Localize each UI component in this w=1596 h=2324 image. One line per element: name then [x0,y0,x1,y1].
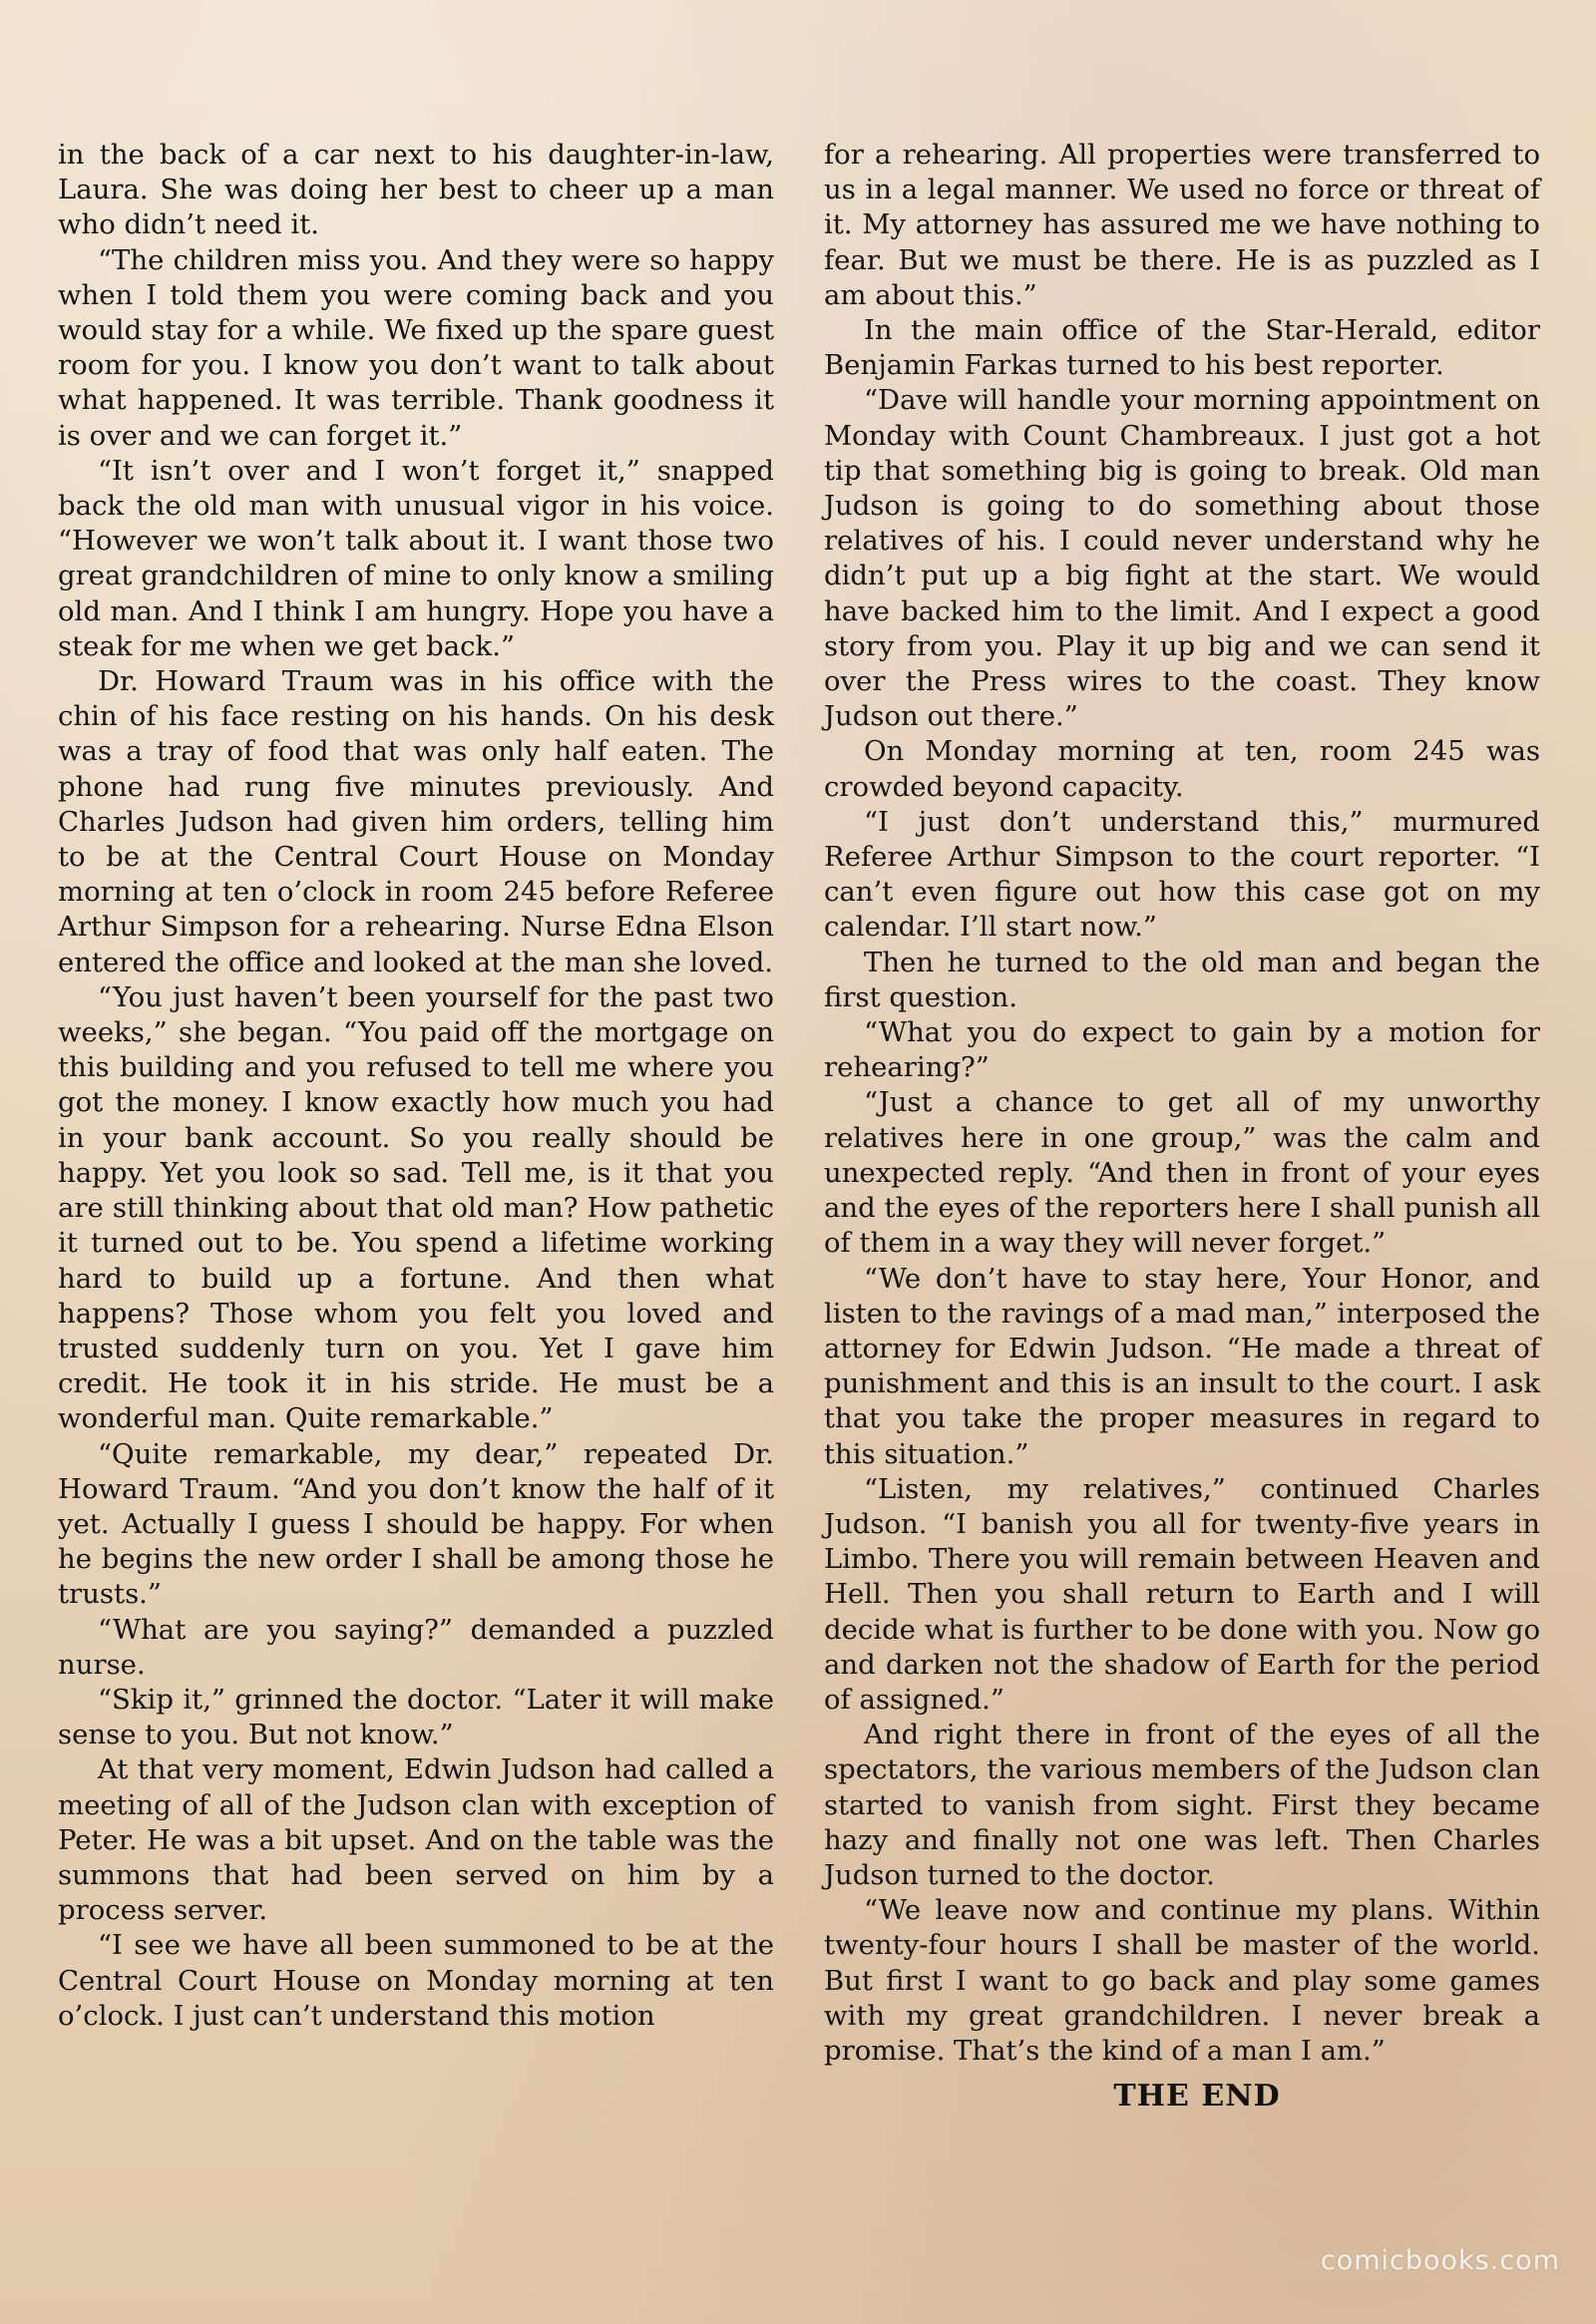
story-paragraph: “We leave now and continue my plans. Within twenty-four hours I shall be master of the world. But first I want to go back and play some games with my great grandchildren. I never break a promise. That’s the kind of a man I am.” [824,1894,1540,2067]
story-paragraph: “Dave will handle your morning appointment on Monday with Count Chambreaux. I just got a hot tip that something big is going to break. Old man Judson is going to do something about those relatives of his. I could never understand why he didn’t put up a big fight at the start. We would have backed him to the limit. And I expect a good story from you. Play it up big and we can send it over the Press wires to the coast. They know Judson out there.” [824,384,1540,733]
story-paragraph: “Just a chance to get all of my unworthy relatives here in one group,” was the calm and unexpected reply. “And then in front of your eyes and the eyes of the reporters here I shall punish all of them in a way they will never forget.” [824,1086,1540,1260]
story-paragraph: On Monday morning at ten, room 245 was crowded beyond capacity. [824,735,1540,803]
story-paragraph: “We don’t have to stay here, Your Honor, and listen to the ravings of a mad man,” interposed the attorney for Edwin Judson. “He made a threat of punishment and this is an insult to the court. I ask that you take the proper measures in regard to this situation.” [824,1262,1540,1470]
the-end-heading: THE END [1113,2079,1281,2115]
story-paragraph: And right there in front of the eyes of all the spectators, the various members of the Judson clan started to vanish from sight. First they became hazy and finally not one was left. Then Charles Judson turned to the doctor. [824,1719,1540,1891]
story-paragraph: in the back of a car next to his daughter-in-law, Laura. She was doing her best to cheer up a man who didn’t need it. [58,139,774,241]
story-paragraph: for a rehearing. All properties were transferred to us in a legal manner. We used no force or threat of it. My attorney has assured me we have nothing to fear. But we must be there. He is as puzzled as I am about this.” [824,139,1540,311]
story-paragraph: “Quite remarkable, my dear,” repeated Dr. Howard Traum. “And you don’t know the half of it yet. Actually I guess I should be happy. For when he begins the new order I shall be among those he trusts.” [58,1437,774,1611]
story-paragraph: Dr. Howard Traum was in his office with the chin of his face resting on his hands. On his desk was a tray of food that was only half eaten. The phone had rung five minutes previously. And Charles Judson had given him orders, telling him to be at the Central Court House on Monday morning at ten o’clock in room 245 before Referee Arthur Simpson for a rehearing. Nurse Edna Elson entered the office and looked at the man she loved. [58,665,774,978]
story-paragraph: Then he turned to the old man and began the first question. [824,946,1540,1013]
story-paragraph: “Skip it,” grinned the doctor. “Later it will make sense to you. But not know.” [58,1683,774,1751]
left-column [58,138,774,2034]
site-watermark: comicbooks.com [1320,2245,1560,2276]
story-paragraph: “What are you saying?” demanded a puzzled nurse. [58,1613,774,1681]
story-paragraph: “The children miss you. And they were so happy when I told them you were coming back and you would stay for a while. We fixed up the spare guest room for you. I know you don’t want to talk about what happened. It was terrible. Thank goodness it is over and we can forget it.” [58,243,774,452]
story-paragraph: “What you do expect to gain by a motion for rehearing?” [824,1016,1540,1084]
story-paragraph: “I just don’t understand this,” murmured Referee Arthur Simpson to the court reporter. “I can’t even figure out how this case got on my calendar. I’ll start now.” [824,805,1540,944]
story-paragraph: In the main office of the Star-Herald, editor Benjamin Farkas turned to his best reporter. [824,314,1540,382]
right-column [824,138,1540,2114]
story-paragraph: “You just haven’t been yourself for the past two weeks,” she began. “You paid off the mortgage on this building and you refused to tell me where you got the money. I know exactly how much you had in your bank account. So you really should be happy. Yet you look so sad. Tell me, is it that you are still thinking about that old man? How pathetic it turned out to be. You spend a lifetime working hard to build up a fortune. And then what happens? Those whom you felt you loved and trusted suddenly turn on you. Yet I gave him credit. He took it in his stride. He must be a wonderful man. Quite remarkable.” [58,980,774,1435]
story-paragraph: “It isn’t over and I won’t forget it,” snapped back the old man with unusual vigor in his voice. “However we won’t talk about it. I want those two great grandchildren of mine to only know a smiling old man. And I think I am hungry. Hope you have a steak for me when we get back.” [58,454,774,662]
story-paragraph: At that very moment, Edwin Judson had called a meeting of all of the Judson clan with exception of Peter. He was a bit upset. And on the table was the summons that had been served on him by a process server. [58,1753,774,1927]
story-paragraph: “I see we have all been summoned to be at the Central Court House on Monday morning at ten o’clock. I just can’t understand this motion [58,1929,774,2032]
story-paragraph: “Listen, my relatives,” continued Charles Judson. “I banish you all for twenty-five years in Limbo. There you will remain between Heaven and Hell. Then you shall return to Earth and I will decide what is further to be done with you. Now go and darken not the shadow of Earth for the period of assigned.” [824,1472,1540,1716]
